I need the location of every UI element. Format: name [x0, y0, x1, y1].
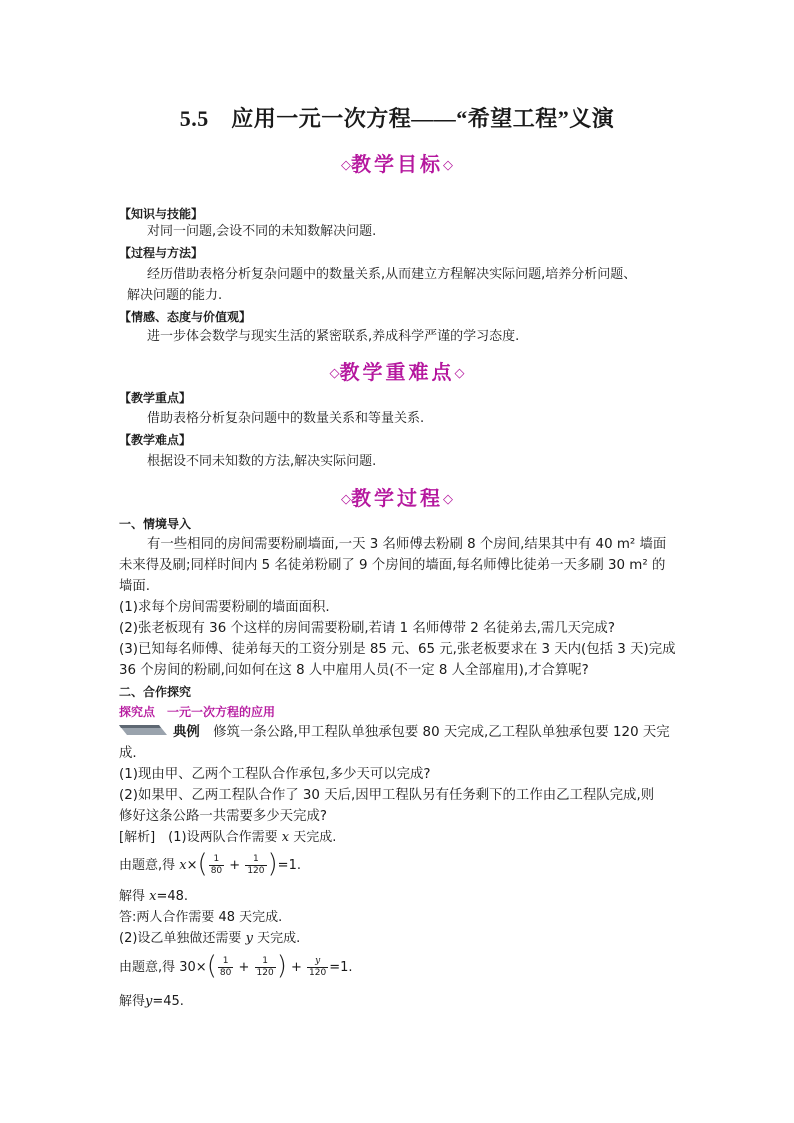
page-title: 5.5 应用一元一次方程——“希望工程”义演 [179, 106, 615, 131]
attitude-label: 【情感、态度与价值观】 [119, 310, 252, 324]
process-text-cont: 解决问题的能力. [127, 288, 223, 303]
example-question-1: (1)现由甲、乙两个工程队合作承包,多少天可以完成? [119, 767, 431, 782]
fraction: $\frac{y}{120}$ [309, 956, 327, 978]
plus-sign: + [229, 858, 241, 873]
diamond-icon: ◇ [341, 492, 351, 507]
fraction: $\frac{1}{80}$ [219, 956, 232, 978]
knowledge-label: 【知识与技能】 [119, 207, 204, 221]
example-question-2: (2)如果甲、乙两工程队合作了 30 天后,因甲工程队另有任务剩下的工作由乙工程队完成,则 [119, 788, 655, 803]
example-label: 典例 [173, 725, 200, 740]
question-1: (1)求每个房间需要粉刷的墙面面积. [119, 600, 330, 615]
part2-heading: 二、合作探究 [119, 685, 192, 699]
variable-x: x [179, 858, 187, 873]
solution-prefix: 解得 [119, 889, 146, 904]
analysis-text: (1)设两队合作需要 [168, 830, 278, 845]
times-sign: × [186, 858, 198, 873]
section-heading-process [0, 482, 794, 511]
equation-prefix: 由题意,得 [119, 858, 176, 873]
section-heading-text: 教学目标 [351, 152, 443, 176]
analysis-line-2 [119, 929, 679, 949]
analysis-text: (2)设乙单独做还需要 [119, 931, 242, 946]
section-heading-objectives [0, 148, 794, 177]
variable-x: x [149, 889, 157, 904]
diamond-icon: ◇ [454, 366, 465, 381]
part1-heading: 一、情境导入 [119, 517, 192, 531]
example-banner-icon [119, 723, 169, 737]
right-paren: ) [267, 848, 278, 879]
question-3: (3)已知每名师傅、徒弟每天的工资分别是 85 元、65 元,张老板要求在 3 天内(包括 3 天)完成 [119, 642, 676, 657]
fraction: $\frac{1}{120}$ [247, 854, 265, 876]
plus-sign: + [238, 960, 250, 975]
equation-2 [119, 950, 679, 981]
process-label: 【过程与方法】 [119, 246, 204, 260]
plus-sign: + [290, 960, 302, 975]
diamond-icon: ◇ [443, 158, 453, 173]
key-text: 借助表格分析复杂问题中的数量关系和等量关系. [147, 411, 425, 426]
example-question-2-cont: 修好这条公路一共需要多少天完成? [119, 809, 327, 824]
example-line-1 [119, 723, 679, 743]
process-text: 经历借助表格分析复杂问题中的数量关系,从而建立方程解决实际问题,培养分析问题、 [147, 267, 637, 282]
equation-prefix: 由题意,得 30× [119, 960, 207, 975]
variable-x: x [281, 830, 290, 845]
solution-1 [119, 887, 679, 907]
knowledge-text: 对同一问题,会设不同的未知数解决问题. [147, 224, 377, 239]
fraction: $\frac{1}{120}$ [256, 956, 274, 978]
right-paren: ) [276, 950, 287, 981]
difficulty-text: 根据设不同未知数的方法,解决实际问题. [147, 454, 377, 469]
question-2: (2)张老板现有 36 个这样的房间需要粉刷,若请 1 名师傅带 2 名徒弟去,需几天完成? [119, 621, 615, 636]
solution-value: =45. [152, 994, 184, 1009]
explore-label: 探究点 一元一次方程的应用 [119, 705, 276, 719]
left-paren: ( [206, 950, 217, 981]
equation-1 [119, 848, 679, 879]
diamond-icon: ◇ [329, 366, 340, 381]
intro-line-3: 墙面. [119, 579, 151, 594]
analysis-text-end: 天完成. [257, 931, 301, 946]
equation-suffix: =1. [329, 960, 353, 975]
answer-1: 答:两人合作需要 48 天完成. [119, 910, 283, 925]
key-label: 【教学重点】 [119, 391, 192, 405]
solution-2 [119, 992, 679, 1012]
variable-y: y [145, 994, 153, 1009]
solution-prefix: 解得 [119, 994, 146, 1009]
left-paren: ( [197, 848, 208, 879]
section-heading-keypoints [0, 356, 794, 385]
intro-line-2: 未来得及刷;同样时间内 5 名徒弟粉刷了 9 个房间的墙面,每名师傅比徒弟一天多刷 30 m² 的 [119, 558, 666, 573]
section-heading-text: 教学过程 [351, 486, 443, 510]
equation-suffix: =1. [277, 858, 301, 873]
analysis-label: [解析] [119, 830, 156, 845]
analysis-line-1 [119, 828, 679, 848]
section-heading-text: 教学重难点 [339, 360, 455, 384]
question-3-cont: 36 个房间的粉刷,问如何在这 8 人中雇用人员(不一定 8 人全部雇用),才合算呢? [119, 663, 589, 678]
variable-y: y [245, 931, 253, 946]
intro-line-1: 有一些相同的房间需要粉刷墙面,一天 3 名师傅去粉刷 8 个房间,结果其中有 40 m² 墙面 [147, 537, 667, 552]
fraction: $\frac{1}{80}$ [210, 854, 223, 876]
diamond-icon: ◇ [443, 492, 453, 507]
attitude-text: 进一步体会数学与现实生活的紧密联系,养成科学严谨的学习态度. [147, 329, 520, 344]
example-line-2: 成. [119, 746, 137, 761]
analysis-text-end: 天完成. [293, 830, 337, 845]
solution-value: =48. [156, 889, 189, 904]
example-text: 修筑一条公路,甲工程队单独承包要 80 天完成,乙工程队单独承包要 120 天完 [213, 725, 670, 740]
diamond-icon: ◇ [341, 158, 351, 173]
difficulty-label: 【教学难点】 [119, 433, 192, 447]
